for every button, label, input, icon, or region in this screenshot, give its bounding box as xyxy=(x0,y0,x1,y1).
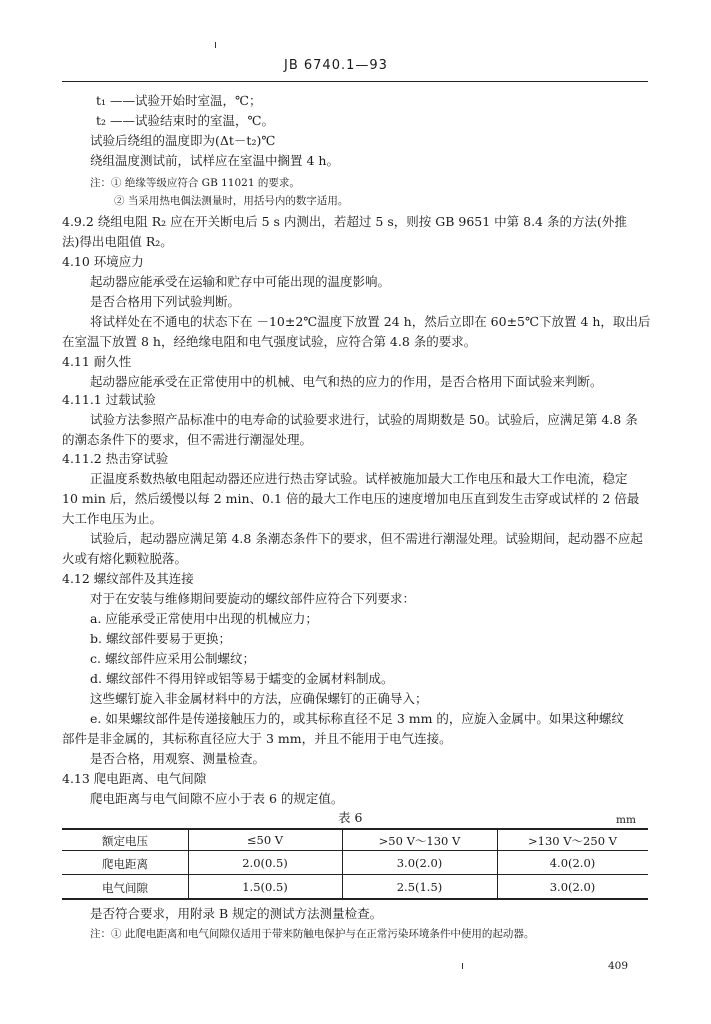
note-line: ② 当采用热电偶法测量时，用括号内的数字适用。 xyxy=(114,195,349,207)
table-cell: 1.5(0.5) xyxy=(242,880,288,894)
table-cell: 爬电距离 xyxy=(102,857,148,871)
text-line: 正温度系数热敏电阻起动器还应进行热击穿试验。试样被施加最大工作电压和最大工作电流，稳定 xyxy=(90,471,628,486)
section-heading: 4.11.2 热击穿试验 xyxy=(62,451,169,466)
list-item: a. 应能承受正常使用中出现的机械应力； xyxy=(90,611,318,626)
table-unit: mm xyxy=(616,814,636,826)
table-header: ≤50 V xyxy=(246,833,284,847)
text-line: t₁ ——试验开始时室温，℃； xyxy=(96,93,262,108)
text-line: 这些螺钉旋入非金属材料中的方法，应确保螺钉的正确导入； xyxy=(90,691,428,706)
text-line: 爬电距离与电气间隙不应小于表 6 的规定值。 xyxy=(90,791,344,806)
table-cell: 3.0(2.0) xyxy=(549,880,596,894)
header-rule xyxy=(62,81,648,82)
text-line: 的潮态条件下的要求，但不需进行潮湿处理。 xyxy=(62,432,313,447)
text-line: 是否合格，用观察、测量检查。 xyxy=(90,751,266,766)
note-line: 注：① 绝缘等级应符合 GB 11021 的要求。 xyxy=(90,177,300,189)
table-header: >50 V～130 V xyxy=(378,834,461,848)
list-item: b. 螺纹部件要易于更换； xyxy=(90,631,231,646)
table-cell: 2.0(0.5) xyxy=(242,856,288,870)
text-line: 10 min 后，然后缓慢以每 2 min、0.1 倍的最大工作电压的速度增加电压直到发生击穿或试样的 2 倍最 xyxy=(62,491,640,506)
table-cell: 2.5(1.5) xyxy=(396,880,443,894)
scan-mark xyxy=(215,42,216,48)
section-heading: 4.11.1 过载试验 xyxy=(62,392,156,407)
section-heading: 4.10 环境应力 xyxy=(62,254,144,269)
text-line: 火或有熔化颗粒脱落。 xyxy=(62,551,188,566)
table-header: >130 V～250 V xyxy=(528,834,617,848)
text-line: 是否符合要求，用附录 B 规定的测试方法测量检查。 xyxy=(90,906,383,921)
text-line: 对于在安装与维修期间要旋动的螺纹部件应符合下列要求： xyxy=(90,591,416,606)
table-cell: 4.0(2.0) xyxy=(549,856,596,870)
text-line: t₂ ——试验结束时的室温，℃。 xyxy=(96,113,274,128)
text-line: 大工作电压为止。 xyxy=(62,511,163,526)
document-code: JB 6740.1—93 xyxy=(284,58,388,73)
table-header: 额定电压 xyxy=(102,834,148,848)
text-line: 部件是非金属的，其标称直径应大于 3 mm，并且不能用于电气连接。 xyxy=(62,731,452,746)
table-caption: 表 6 xyxy=(338,810,363,825)
text-line: 法)得出电阻值 R₂。 xyxy=(62,234,173,249)
text-line: 试验后，起动器应满足第 4.8 条潮态条件下的要求，但不需进行潮湿处理。试验期间，起动器不应起 xyxy=(90,531,643,546)
text-line: 起动器应能承受在运输和贮存中可能出现的温度影响。 xyxy=(90,274,391,289)
scan-mark xyxy=(462,963,463,969)
list-item: d. 螺纹部件不得用锌或铝等易于蠕变的金属材料制成。 xyxy=(90,671,394,686)
text-line: 绕组温度测试前，试样应在室温中搁置 4 h。 xyxy=(90,153,339,168)
text-line: 是否合格用下列试验判断。 xyxy=(90,294,241,309)
text-line: 将试样处在不通电的状态下在 －10±2℃温度下放置 24 h，然后立即在 60±5℃下放置 4 h，取出后 xyxy=(90,314,651,329)
text-line: 在室温下放置 8 h，经绝缘电阻和电气强度试验，应符合第 4.8 条的要求。 xyxy=(62,334,477,349)
text-line: 起动器应能承受在正常使用中的机械、电气和热的应力的作用，是否合格用下面试验来判断。 xyxy=(90,374,603,389)
section-heading: 4.11 耐久性 xyxy=(62,354,132,369)
table-cell: 电气间隙 xyxy=(102,881,148,895)
table-cell: 3.0(2.0) xyxy=(396,856,443,870)
list-item: c. 螺纹部件应采用公制螺纹； xyxy=(90,651,255,666)
list-item: e. 如果螺纹部件是传递接触压力的，或其标称直径不足 3 mm 的，应旋入金属中。如果这种螺纹 xyxy=(90,711,624,726)
note-line: 注：① 此爬电距离和电气间隙仅适用于带来防触电保护与在正常污染环境条件中使用的起动器。 xyxy=(90,928,535,940)
section-heading: 4.13 爬电距离、电气间隙 xyxy=(62,771,207,786)
section-heading: 4.12 螺纹部件及其连接 xyxy=(62,571,194,586)
clause-4-9-2: 4.9.2 绕组电阻 R₂ 应在开关断电后 5 s 内测出，若超过 5 s，则按 GB 9651 中第 8.4 条的方法(外推 xyxy=(62,214,627,229)
text-line: 试验后绕组的温度即为(Δt－t₂)℃ xyxy=(90,133,276,148)
text-line: 试验方法参照产品标准中的电寿命的试验要求进行，试验的周期数是 50。试验后，应满足第 4.8 条 xyxy=(90,412,638,427)
page-number: 409 xyxy=(608,960,629,972)
